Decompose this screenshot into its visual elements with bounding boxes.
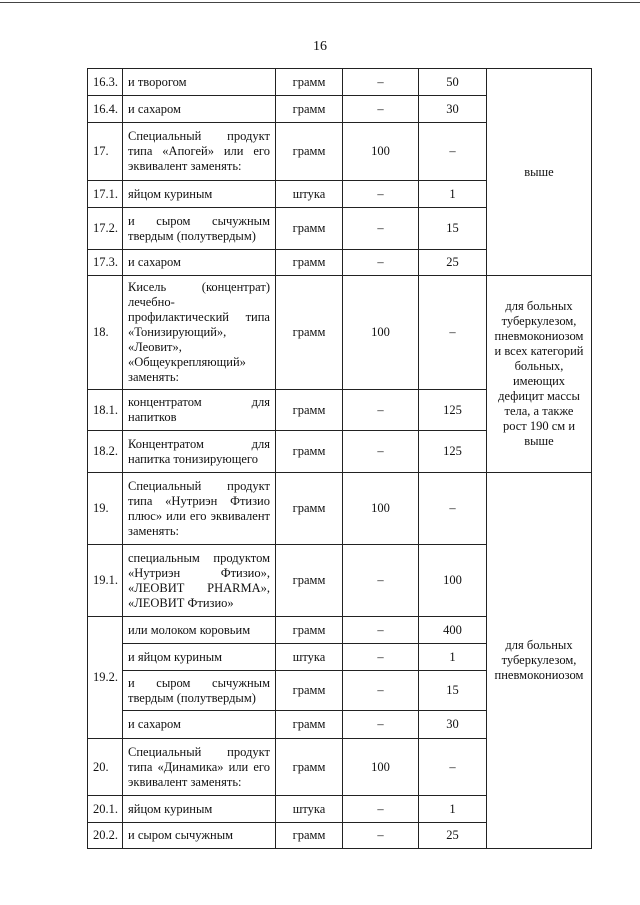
row-note: для больных туберкулезом, пневмокониозом и всех категорий больных, имеющих дефицит массы тела, а также рост 190 см и выше — [487, 276, 592, 473]
row-number: 20.1. — [88, 796, 123, 823]
substitution-table — [87, 68, 592, 849]
row-unit: грамм — [276, 250, 343, 276]
row-unit: грамм — [276, 473, 343, 545]
row-unit: штука — [276, 644, 343, 671]
row-number: 20.2. — [88, 823, 123, 849]
row-number: 17.3. — [88, 250, 123, 276]
row-number: 19. — [88, 473, 123, 545]
row-unit: штука — [276, 181, 343, 208]
row-number: 17.1. — [88, 181, 123, 208]
row-product: и сыром сычужным твердым (полутвердым) — [123, 208, 276, 250]
row-unit: грамм — [276, 96, 343, 123]
row-unit: грамм — [276, 208, 343, 250]
table-row — [88, 69, 592, 96]
row-unit: грамм — [276, 69, 343, 96]
row-product: и сахаром — [123, 250, 276, 276]
row-quantity-replacement: 30 — [419, 711, 487, 739]
row-number: 17.2. — [88, 208, 123, 250]
row-product: яйцом куриным — [123, 796, 276, 823]
row-product: и сахаром — [123, 711, 276, 739]
row-quantity-base: – — [343, 390, 419, 431]
row-quantity-replacement: 1 — [419, 796, 487, 823]
page-top-edge — [0, 2, 640, 3]
row-quantity-replacement: 30 — [419, 96, 487, 123]
row-quantity-replacement: 25 — [419, 250, 487, 276]
row-unit: грамм — [276, 739, 343, 796]
row-unit: грамм — [276, 711, 343, 739]
row-unit: грамм — [276, 545, 343, 617]
row-unit: грамм — [276, 671, 343, 711]
row-product: Специальный продукт типа «Динамика» или его эквивалент заменять: — [123, 739, 276, 796]
row-quantity-replacement: 1 — [419, 181, 487, 208]
row-unit: грамм — [276, 276, 343, 390]
row-number: 18.1. — [88, 390, 123, 431]
row-unit: штука — [276, 796, 343, 823]
row-quantity-replacement: 100 — [419, 545, 487, 617]
row-product: или молоком коровьим — [123, 617, 276, 644]
row-product: Концентратом для напитка тонизирующего — [123, 431, 276, 473]
row-unit: грамм — [276, 390, 343, 431]
row-number: 19.2. — [88, 617, 123, 739]
row-quantity-replacement: – — [419, 739, 487, 796]
row-product: яйцом куриным — [123, 181, 276, 208]
row-product: Кисель (концентрат) лечебно-профилактический типа «Тонизирующий», «Леовит», «Общеукрепляющий» заменять: — [123, 276, 276, 390]
row-number: 16.3. — [88, 69, 123, 96]
row-note: для больных туберкулезом, пневмокониозом — [487, 473, 592, 849]
row-quantity-base: – — [343, 711, 419, 739]
row-quantity-base: – — [343, 617, 419, 644]
row-quantity-replacement: 1 — [419, 644, 487, 671]
row-unit: грамм — [276, 617, 343, 644]
row-quantity-base: – — [343, 671, 419, 711]
row-quantity-base: – — [343, 96, 419, 123]
row-quantity-base: 100 — [343, 473, 419, 545]
row-unit: грамм — [276, 431, 343, 473]
row-quantity-replacement: 15 — [419, 208, 487, 250]
page-number: 16 — [313, 39, 327, 54]
row-quantity-replacement: 25 — [419, 823, 487, 849]
row-quantity-replacement: – — [419, 123, 487, 181]
table-row — [88, 473, 592, 545]
row-quantity-base: – — [343, 796, 419, 823]
table-row — [88, 276, 592, 390]
row-quantity-base: – — [343, 644, 419, 671]
row-quantity-replacement: 125 — [419, 431, 487, 473]
row-quantity-base: 100 — [343, 123, 419, 181]
row-product: концентратом для напитков — [123, 390, 276, 431]
row-quantity-base: – — [343, 545, 419, 617]
row-product: и сыром сычужным твердым (полутвердым) — [123, 671, 276, 711]
row-unit: грамм — [276, 123, 343, 181]
row-quantity-replacement: – — [419, 473, 487, 545]
row-product: и творогом — [123, 69, 276, 96]
row-quantity-base: – — [343, 431, 419, 473]
row-quantity-base: – — [343, 181, 419, 208]
row-quantity-replacement: – — [419, 276, 487, 390]
row-product: специальным продуктом «Нутриэн Фтизио», «ЛЕОВИТ PHARMA», «ЛЕОВИТ Фтизио» — [123, 545, 276, 617]
row-quantity-replacement: 15 — [419, 671, 487, 711]
row-quantity-base: – — [343, 823, 419, 849]
row-product: и сахаром — [123, 96, 276, 123]
row-quantity-base: 100 — [343, 739, 419, 796]
row-unit: грамм — [276, 823, 343, 849]
row-note: выше — [487, 69, 592, 276]
row-number: 17. — [88, 123, 123, 181]
row-product: Специальный продукт типа «Апогей» или его эквивалент заменять: — [123, 123, 276, 181]
row-quantity-replacement: 50 — [419, 69, 487, 96]
row-quantity-replacement: 400 — [419, 617, 487, 644]
row-number: 19.1. — [88, 545, 123, 617]
row-number: 18. — [88, 276, 123, 390]
row-product: Специальный продукт типа «Нутриэн Фтизио плюс» или его эквивалент заменять: — [123, 473, 276, 545]
row-quantity-replacement: 125 — [419, 390, 487, 431]
row-product: и яйцом куриным — [123, 644, 276, 671]
row-quantity-base: – — [343, 250, 419, 276]
row-quantity-base: – — [343, 69, 419, 96]
row-product: и сыром сычужным — [123, 823, 276, 849]
row-number: 20. — [88, 739, 123, 796]
row-number: 16.4. — [88, 96, 123, 123]
row-quantity-base: 100 — [343, 276, 419, 390]
row-quantity-base: – — [343, 208, 419, 250]
row-number: 18.2. — [88, 431, 123, 473]
